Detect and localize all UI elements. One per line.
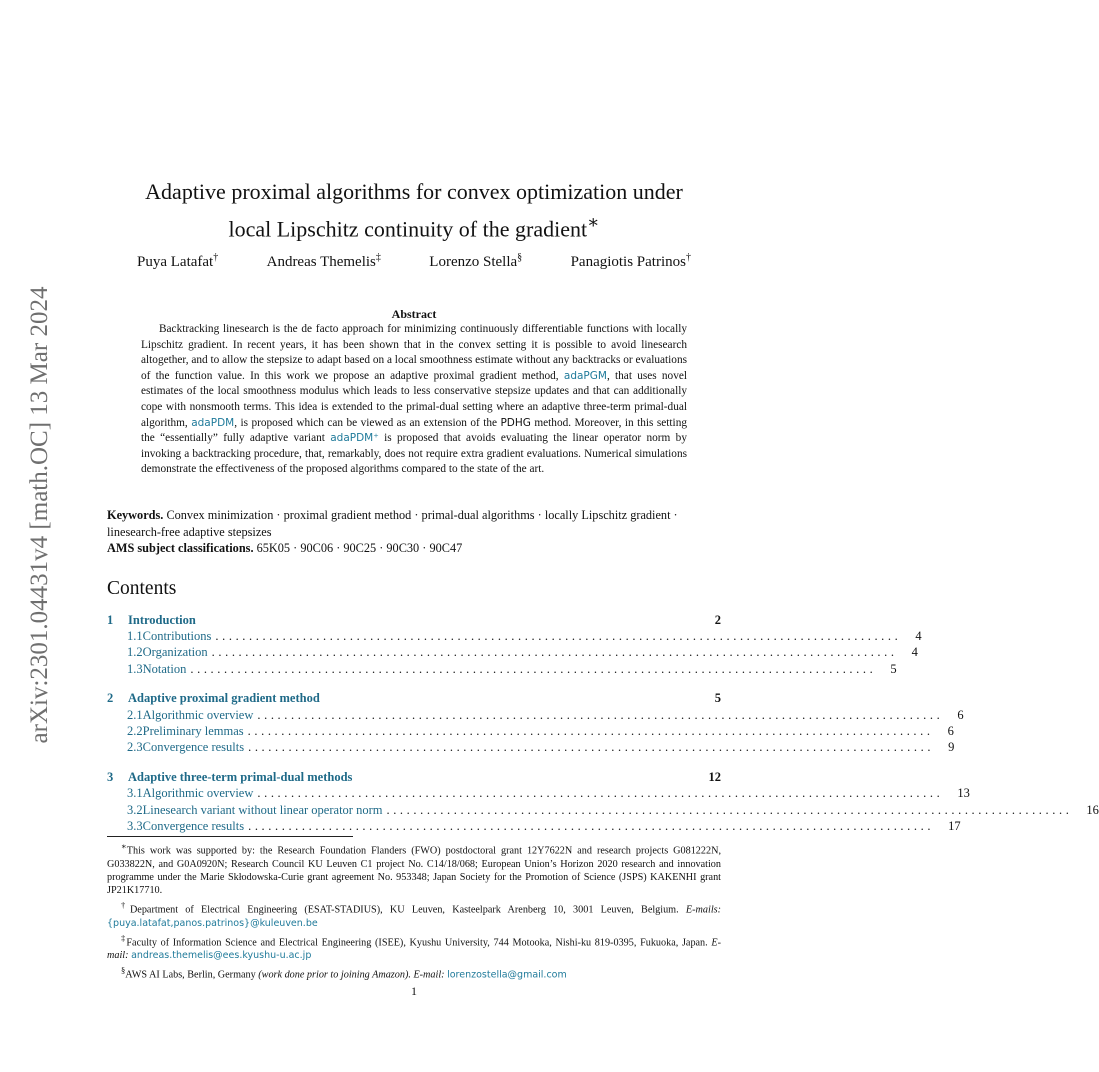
email-link[interactable]: lorenzostella@gmail.com [447, 969, 567, 981]
footnote-affiliation-aws: §AWS AI Labs, Berlin, Germany (work done prior to joining Amazon). E-mail: lorenzostella@gmail.com [121, 965, 567, 981]
footnotes [107, 840, 721, 983]
email-link[interactable]: andreas.themelis@ees.kyushu-u.ac.jp [131, 950, 312, 962]
author: Puya Latafat† [137, 252, 219, 270]
toc-leader: ...................................................................................................... [386, 802, 1073, 817]
algo-adapdm-plus: adaPDM⁺ [330, 432, 379, 445]
toc-subsection[interactable]: 3.1 Algorithmic overview ...................................................................................................... 13 [127, 786, 970, 801]
abstract-body: Backtracking linesearch is the de facto approach for minimizing continuously differentiable functions with locally Lipschitz gradient. In recent years, it has been shown that in the convex setting it is possible to avoid linesearch altogether, and to allow the stepsize to adapt based on a local smoothness estimate without any backtracks or evaluations of the function value. In this work we propose an adaptive proximal gradient method, adaPGM, that uses novel estimates of the local smoothness modulus which leads to less conservative stepsize updates and that can additionally cope with nonsmooth terms. This idea is extended to the primal-dual setting where an adaptive three-term primal-dual algorithm, adaPDM, is proposed which can be viewed as an extension of the PDHG method. Moreover, in this setting the “essentially” fully adaptive variant adaPDM⁺ is proposed that avoids evaluating the linear operator norm by invoking a backtracking procedure, that, remarkably, does not require extra gradient evaluations. Numerical simulations demonstrate the effectiveness of the proposed algorithms compared to the state of the art. [141, 323, 688, 476]
keywords-text: Convex minimization · proximal gradient method · primal-dual algorithms · locally Lipschitz gradient · linesearch-free adaptive stepsizes [107, 508, 678, 539]
toc-section[interactable]: 2 Adaptive proximal gradient method 5 [107, 691, 721, 706]
toc-subsection[interactable]: 2.2 Preliminary lemmas ...................................................................................................... 6 [127, 724, 954, 739]
algo-pdhg: PDHG [500, 416, 531, 429]
algo-adapgm: adaPGM [563, 369, 607, 382]
footnote-funding: ∗This work was supported by: the Research Foundation Flanders (FWO) postdoctoral grant 12Y7622N and research projects G081222N, G033822N, and G0A0920N; Research Council KU Leuven C1 project No. C14/18/068; European Union’s Horizon 2020 research and innovation programme under the Marie Skłodowska-Curie grant agreement No. 953348; Japan Society for the Promotion of Science (JSPS) KAKENHI grant JP21K17710. [107, 841, 721, 897]
toc-subsection[interactable]: 2.3 Convergence results ...................................................................................................... 9 [127, 740, 955, 755]
toc-section[interactable]: 1 Introduction 2 [107, 612, 721, 627]
toc-leader: ...................................................................................................... [190, 661, 877, 676]
toc-leader: ...................................................................................................... [248, 740, 935, 755]
table-of-contents [107, 612, 1099, 835]
toc-leader: ...................................................................................................... [211, 645, 898, 660]
toc-subsection[interactable]: 1.3 Notation ...................................................................................................... 5 [127, 661, 897, 676]
toc-leader: ...................................................................................................... [215, 629, 902, 644]
toc-leader: ...................................................................................................... [247, 724, 934, 739]
abstract-heading: Abstract [391, 307, 437, 321]
paper-title [100, 176, 728, 244]
ams-text: 65K05 · 90C06 · 90C25 · 90C30 · 90C47 [256, 541, 463, 555]
toc-subsection[interactable]: 3.3 Convergence results ...................................................................................................... 17 [127, 818, 961, 833]
toc-leader: ...................................................................................................... [248, 818, 935, 833]
arxiv-identifier: arXiv:2301.04431v4 [math.OC] 13 Mar 2024 [26, 286, 53, 744]
keywords-block [107, 507, 721, 557]
footnote-affiliation-kuleuven: †Department of Electrical Engineering (ESAT-STADIUS), KU Leuven, Kasteelpark Arenberg 10, 3001 Leuven, Belgium. E-mails: {puya.latafat,panos.patrinos}@kuleuven.be [107, 900, 722, 929]
toc-subsection[interactable]: 1.1 Contributions ...................................................................................................... 4 [127, 629, 922, 644]
ams-label: AMS subject classifications. [107, 541, 254, 555]
title-footnote-mark: ∗ [587, 212, 600, 232]
author: Panagiotis Patrinos† [570, 252, 691, 270]
author: Lorenzo Stella§ [429, 252, 523, 270]
toc-leader: ...................................................................................................... [257, 707, 944, 722]
arxiv-sidebar [20, 250, 60, 780]
algo-adapdm: adaPDM [191, 416, 235, 429]
toc-subsection[interactable]: 1.2 Organization ...................................................................................................... 4 [127, 645, 918, 660]
email-link[interactable]: {puya.latafat,panos.patrinos}@kuleuven.be [107, 917, 318, 929]
footnote-affiliation-kyushu: ‡Faculty of Information Science and Electrical Engineering (ISEE), Kyushu University, 744 Motooka, Nishi-ku 819-0395, Fukuoka, Japan. E-mail: andreas.themelis@ees.kyushu-u.ac.jp [107, 932, 722, 962]
keywords-label: Keywords. [107, 508, 164, 522]
toc-leader: ...................................................................................................... [257, 786, 944, 801]
toc-subsection[interactable]: 2.1 Algorithmic overview ...................................................................................................... 6 [127, 707, 964, 722]
author-list [100, 252, 728, 271]
footnote-rule [107, 836, 353, 837]
contents-heading: Contents [107, 578, 177, 599]
author: Andreas Themelis‡ [266, 252, 381, 270]
title-line-1: Adaptive proximal algorithms for convex optimization under [145, 179, 683, 204]
toc-subsection[interactable]: 3.2 Linesearch variant without linear operator norm ...................................................................................................... 16 [127, 802, 1099, 817]
page-number: 1 [411, 984, 417, 998]
title-line-2: local Lipschitz continuity of the gradient [228, 216, 588, 242]
toc-section[interactable]: 3 Adaptive three-term primal-dual methods 12 [107, 769, 721, 784]
